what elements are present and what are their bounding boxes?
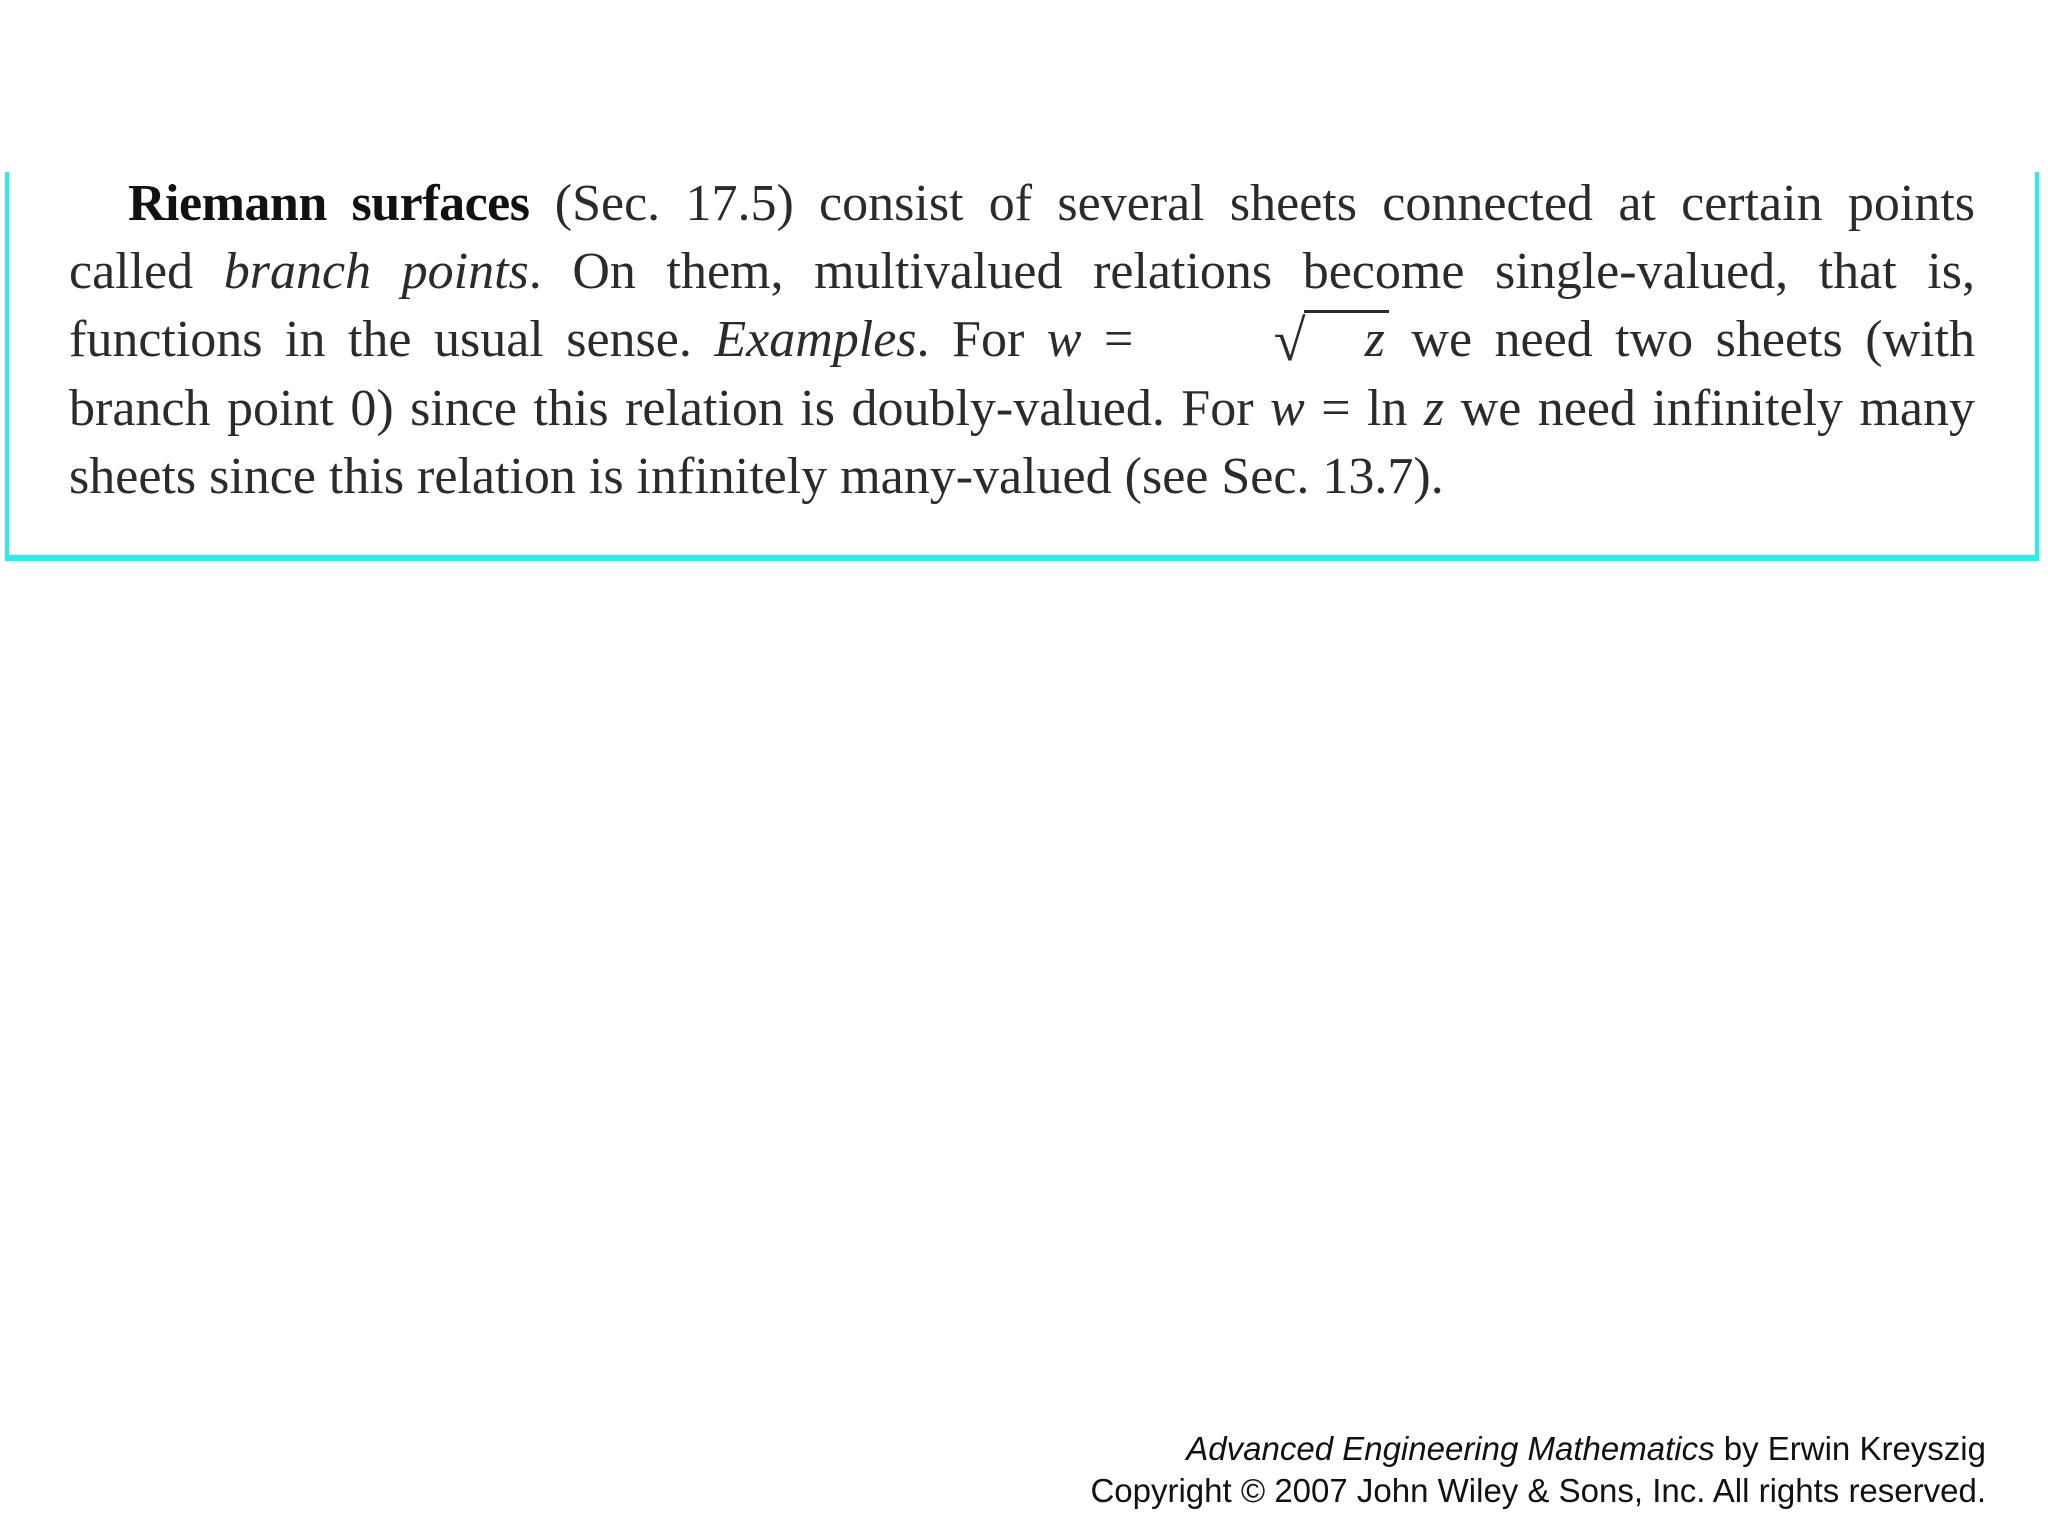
examples-label: Examples (714, 311, 917, 368)
term-riemann-surfaces: Riemann surfaces (128, 175, 530, 232)
book-title: Advanced Engineering Mathematics (1186, 1430, 1715, 1467)
term-branch-points: branch points (223, 243, 529, 300)
summary-paragraph (69, 170, 1975, 511)
variable-z-1: z (1304, 310, 1389, 367)
variable-w-1: w (1046, 311, 1082, 368)
text-segment-5: we need infinitely many sheets since this relation is infinitely many-valued (see Sec. 13.7). (69, 380, 1976, 505)
sqrt-symbol: √ (1273, 308, 1306, 373)
text-segment-2: . On them, multivalued relations become single-valued, that is, functions in the usual sense. (69, 243, 1975, 368)
footer-citation (1090, 1428, 1986, 1512)
copyright-text: Copyright © 2007 John Wiley & Sons, Inc. All rights reserved. (1090, 1472, 1986, 1509)
text-segment-4: we need two sheets (with branch point 0) since this relation is doubly-valued. For (69, 311, 1975, 437)
text-segment-3: . For (916, 311, 1047, 368)
author-text: by Erwin Kreyszig (1714, 1430, 1986, 1467)
text-segment-1: (Sec. 17.5) consist of several sheets connected at certain points called (69, 175, 1975, 300)
variable-w-2: w (1270, 380, 1305, 437)
variable-z-2: z (1423, 380, 1445, 437)
equals-sign-1: = (1081, 311, 1156, 368)
sqrt-expression (1156, 306, 1389, 375)
footer-line-1 (1090, 1428, 1986, 1470)
equals-ln: = ln (1304, 380, 1424, 437)
